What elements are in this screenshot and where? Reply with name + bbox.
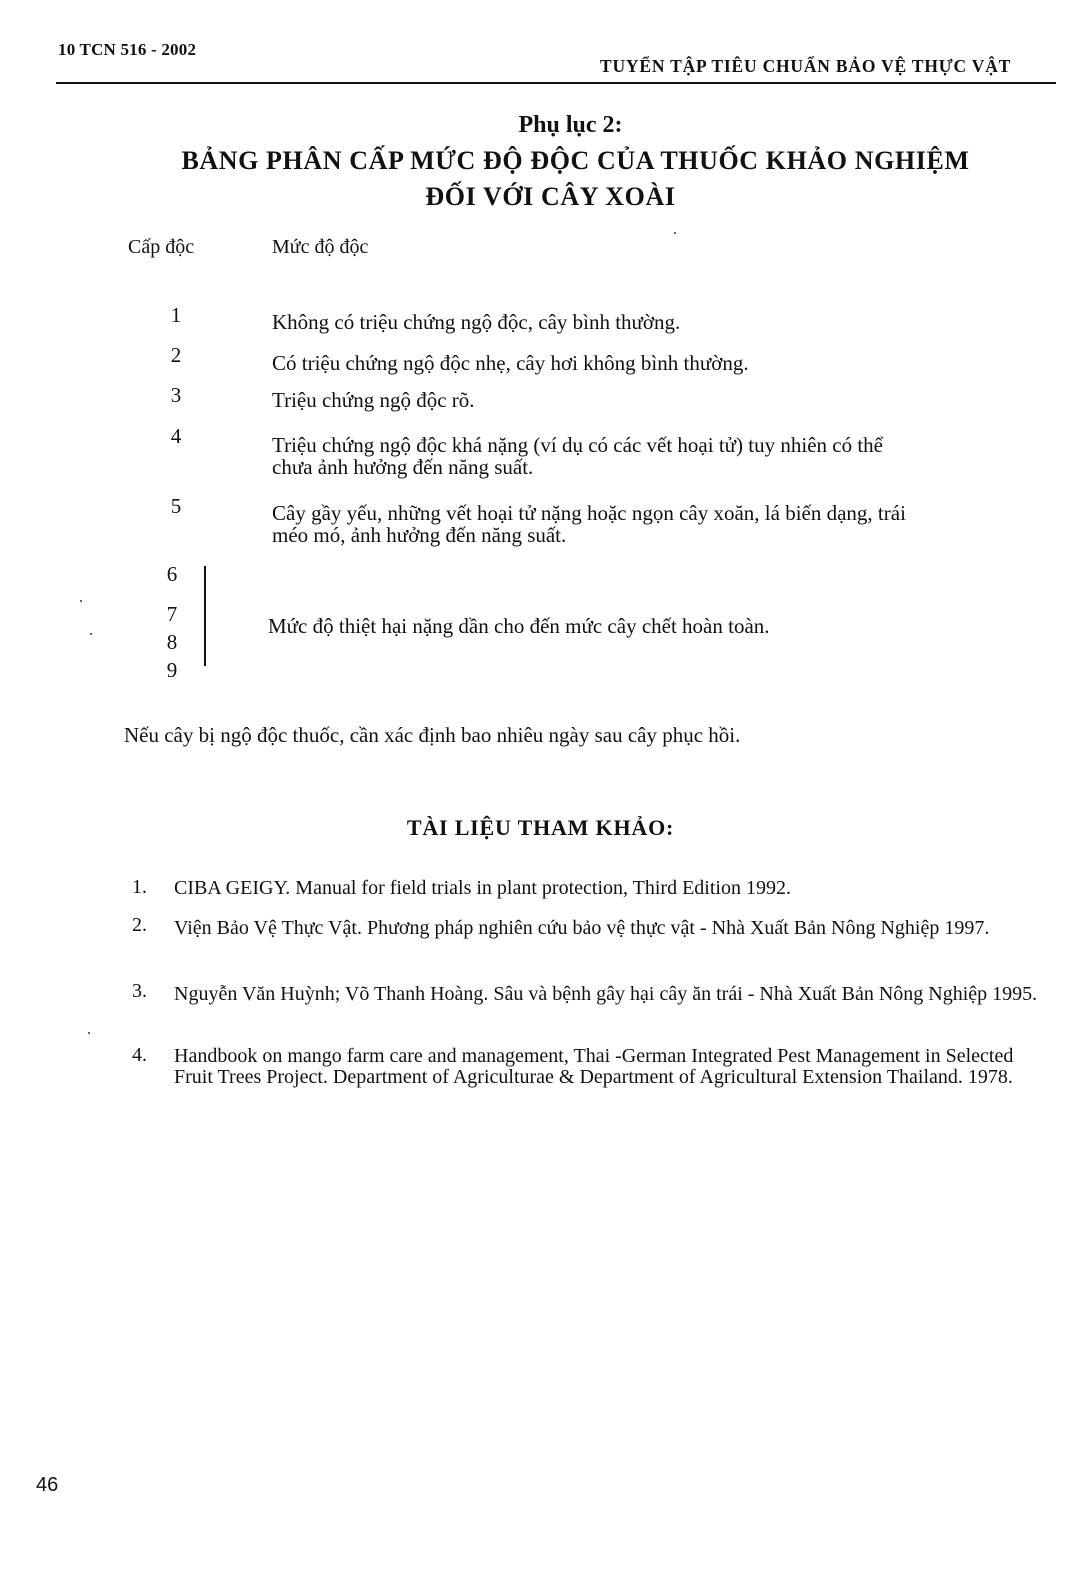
toxicity-level-2: 2 (170, 343, 182, 367)
page-number: 46 (36, 1474, 59, 1496)
toxicity-description-2: Có triệu chứng ngộ độc nhẹ, cây hơi không bình thường. (272, 351, 749, 375)
reference-2: Viện Bảo Vệ Thực Vật. Phương pháp nghiên cứu bảo vệ thực vật - Nhà Xuất Bản Nông Nghiệp 1997. (174, 917, 990, 939)
toxicity-description-6-9: Mức độ thiệt hại nặng dần cho đến mức cây chết hoàn toàn. (268, 614, 770, 638)
scan-speck (90, 633, 92, 635)
scan-speck (80, 600, 82, 602)
appendix-label: Phụ lục 2: (518, 112, 623, 138)
toxicity-description-4: Triệu chứng ngộ độc khá nặng (ví dụ có các vết hoại tử) tuy nhiên có thể chưa ảnh hưởng đến năng suất. (272, 433, 883, 479)
toxicity-level-7: 7 (166, 602, 178, 626)
reference-4: Handbook on mango farm care and management, Thai -German Integrated Pest Management in Selected Fruit Trees Project. Department of Agriculturae & Department of Agricultural Extension Thailand. 1978. (174, 1045, 1014, 1088)
references-heading: TÀI LIỆU THAM KHẢO: (406, 815, 675, 840)
column-header-severity: Mức độ độc (272, 236, 369, 258)
reference-number-2: 2. (132, 914, 147, 936)
toxicity-level-1: 1 (170, 303, 182, 327)
toxicity-level-3: 3 (170, 383, 182, 407)
toxicity-level-5: 5 (170, 494, 182, 518)
document-title-line1: BẢNG PHÂN CẤP MỨC ĐỘ ĐỘC CỦA THUỐC KHẢO NGHIỆM (181, 146, 970, 175)
scan-speck (88, 1032, 90, 1034)
toxicity-description-5: Cây gầy yếu, những vết hoại tử nặng hoặc ngọn cây xoăn, lá biến dạng, trái méo mó, ảnh hưởng đến năng suất. (272, 501, 906, 547)
standard-code: 10 TCN 516 - 2002 (58, 40, 197, 59)
reference-number-4: 4. (132, 1044, 147, 1066)
grouping-bracket (204, 566, 206, 666)
toxicity-description-1: Không có triệu chứng ngộ độc, cây bình thường. (272, 310, 681, 334)
toxicity-level-9: 9 (166, 658, 178, 682)
column-header-level: Cấp độc (128, 236, 195, 258)
scan-speck (674, 232, 676, 234)
toxicity-level-6: 6 (166, 562, 178, 586)
recovery-note: Nếu cây bị ngộ độc thuốc, cần xác định bao nhiêu ngày sau cây phục hồi. (124, 723, 741, 747)
reference-number-3: 3. (132, 980, 147, 1002)
reference-1: CIBA GEIGY. Manual for field trials in plant protection, Third Edition 1992. (174, 877, 791, 899)
document-title-line2: ĐỐI VỚI CÂY XOÀI (425, 182, 676, 211)
header-divider (56, 82, 1056, 84)
toxicity-level-8: 8 (166, 630, 178, 654)
reference-number-1: 1. (132, 876, 147, 898)
toxicity-description-3: Triệu chứng ngộ độc rõ. (272, 388, 475, 412)
toxicity-level-4: 4 (170, 424, 182, 448)
reference-3: Nguyễn Văn Huỳnh; Võ Thanh Hoàng. Sâu và bệnh gây hại cây ăn trái - Nhà Xuất Bản Nông Nghiệp 1995. (174, 983, 1038, 1005)
collection-title: TUYỂN TẬP TIÊU CHUẨN BẢO VỆ THỰC VẬT (600, 56, 1012, 76)
